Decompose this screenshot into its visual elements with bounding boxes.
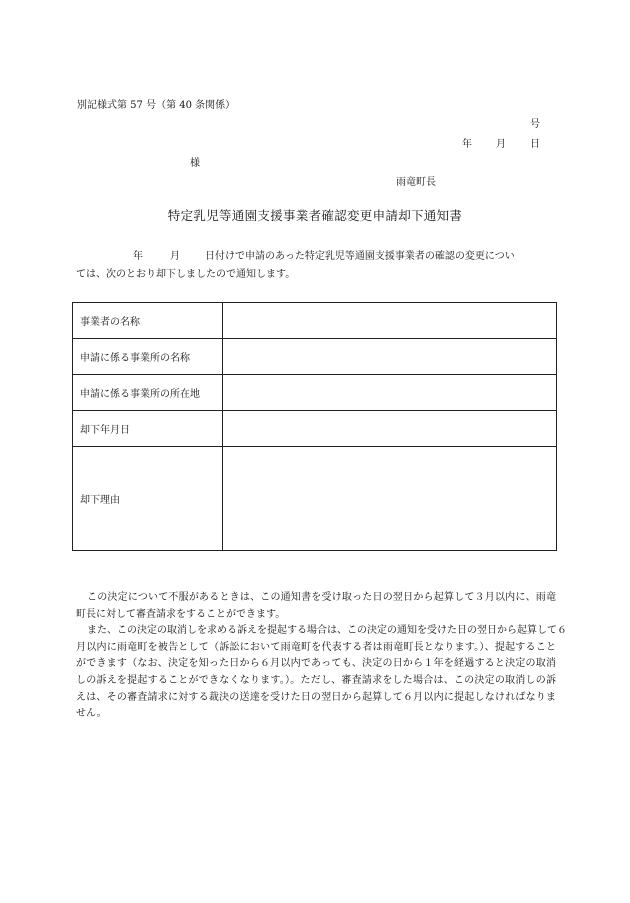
date-day-label: 日 — [530, 139, 540, 150]
row-value-business-name — [223, 303, 557, 339]
addressee-suffix: 様 — [190, 158, 200, 169]
row-label-rejection-reason: 却下理由 — [73, 447, 223, 551]
table-row — [73, 303, 557, 339]
row-value-rejection-date — [223, 411, 557, 447]
table-row — [73, 375, 557, 411]
lawsuit-notice-line: しの訴えを提起することができなくなります。）。ただし、審査請求をした場合は、この決定の取消しの訴 — [76, 674, 556, 686]
form-reference: 別記様式第 57 号（第 40 条関係） — [77, 100, 236, 111]
issuer-name: 雨竜町長 — [396, 177, 436, 188]
appeal-notice — [76, 590, 567, 723]
lawsuit-notice-line: また、この決定の取消しを求める訴えを提起する場合は、この決定の通知を受けた日の翌日から起算して６ — [87, 625, 567, 637]
intro-line-1: 日付けで申請のあった特定乳児等通園支援事業者の確認の変更につい — [205, 251, 515, 262]
table-row — [73, 447, 557, 551]
lawsuit-notice-line: 月以内に雨竜町を被告として（訴訟において雨竜町を代表する者は雨竜町長となります。）、提起すること — [76, 641, 556, 653]
document-title: 特定乳児等通園支援事業者確認変更申請却下通知書 — [167, 208, 463, 223]
lawsuit-notice-line: えは、その審査請求に対する裁決の送達を受けた日の翌日から起算して６月以内に提起しなければなりま — [76, 691, 556, 703]
lawsuit-notice-line: ができます（なお、決定を知った日から６月以内であっても、決定の日から１年を経過すると決定の取消 — [76, 658, 556, 670]
date-month-label: 月 — [496, 139, 506, 150]
appeal-notice-line: この決定について不服があるときは、この通知書を受け取った日の翌日から起算して３月以内に、雨竜 — [87, 592, 556, 603]
row-value-rejection-reason — [223, 447, 557, 551]
row-value-facility-address — [223, 375, 557, 411]
intro-month-label: 月 — [170, 251, 180, 262]
row-label-facility-address: 申請に係る事業所の所在地 — [73, 375, 223, 411]
appeal-notice-line: 町長に対して審査請求をすることができます。 — [76, 608, 286, 620]
row-value-facility-name — [223, 339, 557, 375]
row-label-facility-name: 申請に係る事業所の名称 — [73, 339, 223, 375]
table-row — [73, 411, 557, 447]
intro-line-2: ては、次のとおり却下しましたので通知します。 — [76, 269, 296, 280]
lawsuit-notice-line: せん。 — [76, 708, 107, 720]
row-label-rejection-date: 却下年月日 — [73, 411, 223, 447]
row-label-business-name: 事業者の名称 — [73, 303, 223, 339]
intro-year-label: 年 — [133, 251, 143, 262]
date-year-label: 年 — [462, 139, 472, 150]
rejection-details-table — [72, 302, 557, 551]
document-number-label: 号 — [530, 119, 540, 130]
table-row — [73, 339, 557, 375]
